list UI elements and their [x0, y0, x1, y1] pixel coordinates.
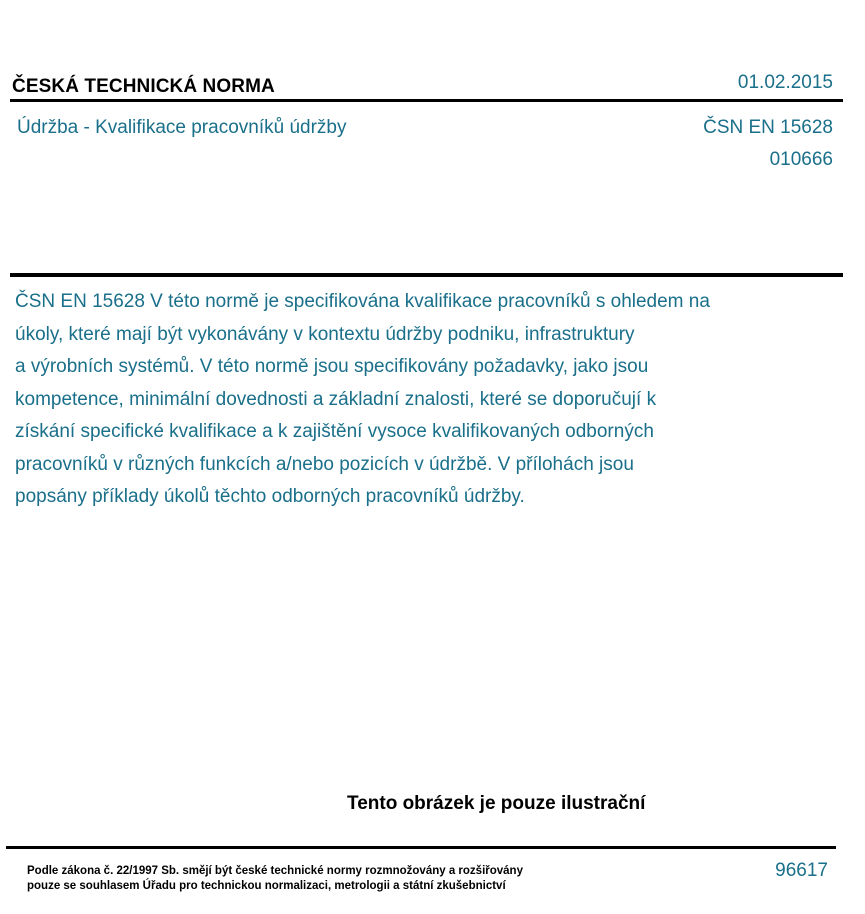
abstract-line: ČSN EN 15628 V této normě je specifikována kvalifikace pracovníků s ohledem na [15, 291, 710, 312]
abstract-line: kompetence, minimální dovednosti a základní znalosti, které se doporučují k [15, 388, 657, 410]
document-code: ČSN EN 15628 [703, 117, 833, 138]
abstract-line: a výrobních systémů. V této normě jsou specifikovány požadavky, jako jsou [15, 356, 649, 377]
legal-line: Podle zákona č. 22/1997 Sb. smějí být české technické normy rozmnožovány a rozšiřovány [27, 865, 523, 877]
classification-number: 010666 [769, 149, 833, 170]
abstract-line: pracovníků v různých funkcích a/nebo pozicích v údržbě. V přílohách jsou [15, 453, 634, 475]
illustrative-notice: Tento obrázek je pouze ilustrační [347, 793, 646, 814]
publication-date: 01.02.2015 [737, 72, 833, 93]
abstract-line: popsány příklady úkolů těchto odborných pracovníků údržby. [15, 486, 525, 507]
norm-type-heading: ČESKÁ TECHNICKÁ NORMA [12, 76, 275, 97]
top-divider [10, 99, 843, 102]
document-title: Údržba - Kvalifikace pracovníků údržby [17, 117, 347, 138]
legal-line: pouze se souhlasem Úřadu pro technickou normalizaci, metrologii a státní zkušebnictví [27, 880, 506, 892]
legal-notice [27, 864, 523, 894]
middle-divider [10, 273, 843, 277]
document-id: 96617 [775, 860, 828, 881]
abstract-text [15, 286, 815, 514]
abstract-line: získání specifické kvalifikace a k zajištění vysoce kvalifikovaných odborných [15, 421, 654, 442]
bottom-divider [6, 846, 836, 849]
abstract-line: úkoly, které mají být vykonávány v kontextu údržby podniku, infrastruktury [15, 323, 635, 345]
